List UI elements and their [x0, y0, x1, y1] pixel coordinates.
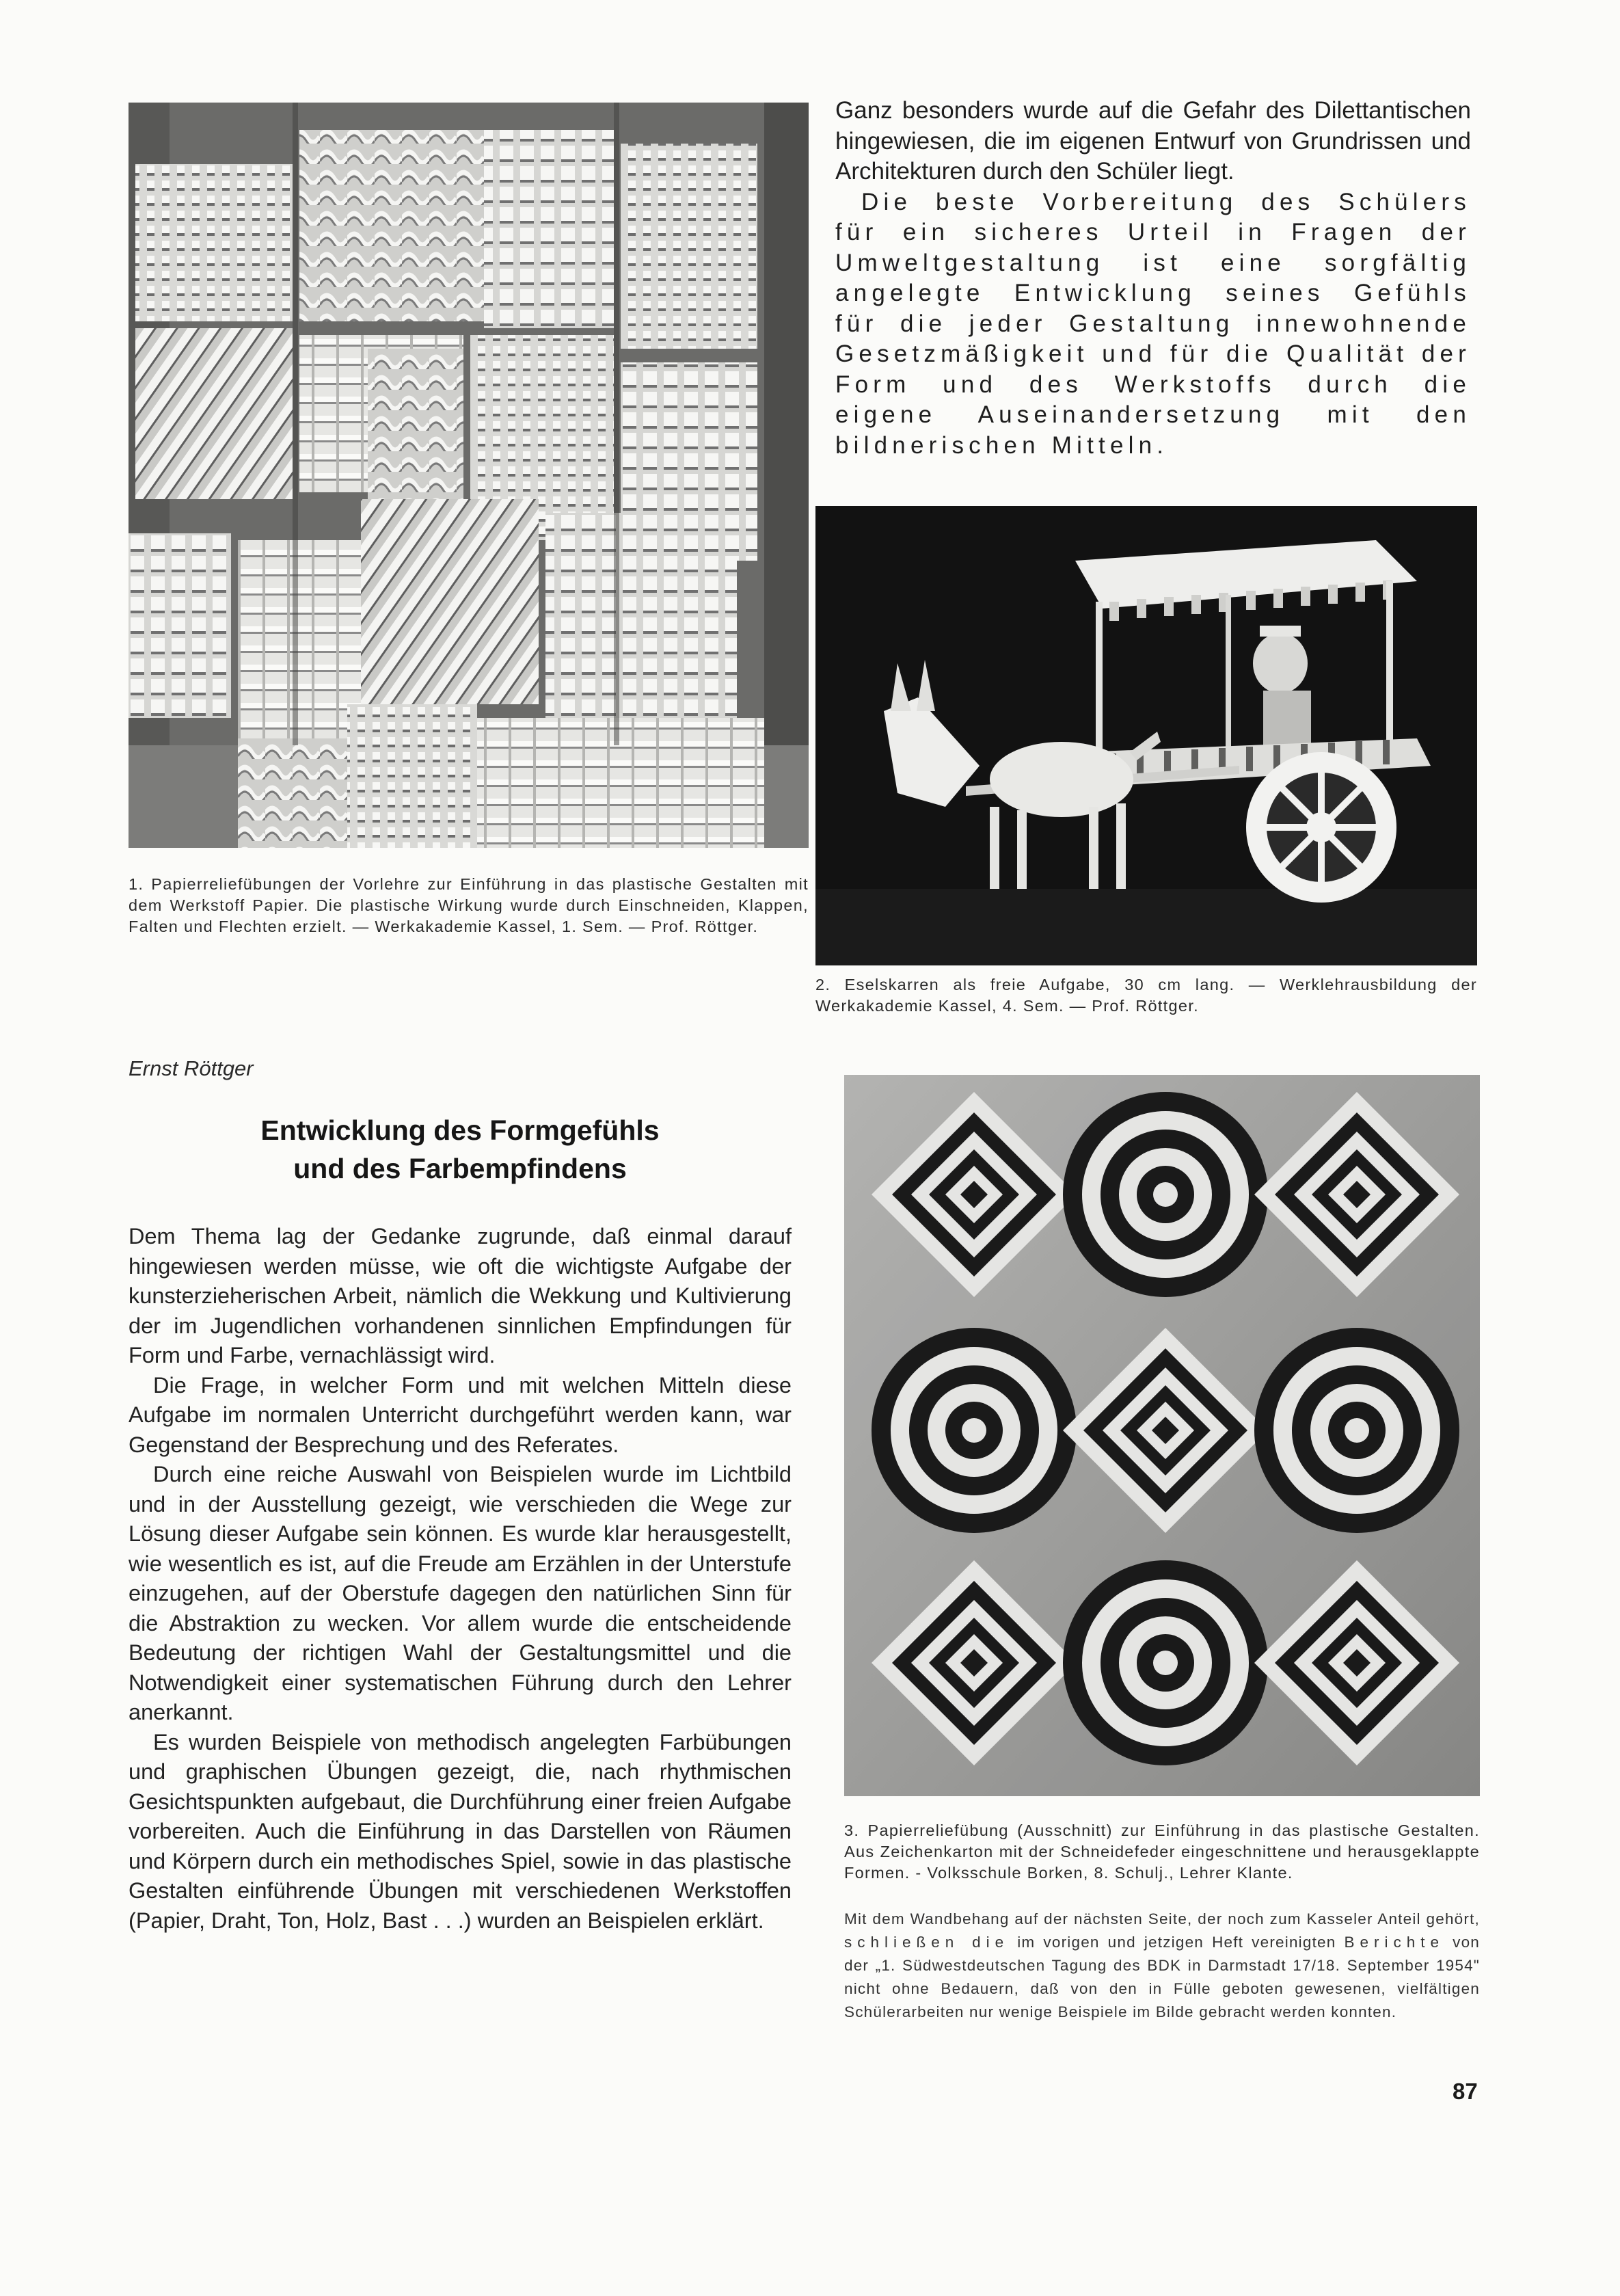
note-spaced-2: Berichte — [1344, 1934, 1445, 1951]
figure-1-paper-reliefs-photo — [129, 103, 809, 848]
article-paragraph-4: Es wurden Beispiele von methodisch angelegten Farbübungen und graphischen Übungen gezeigt, die, nach rhythmischen Gesichtspunkten aufgebaut, die Durchführung einer freien Aufgabe vorbereiten. Auch die Einführung in das Darstellen von Räumen und Körpern durch ein methodisches Spiel, sowie in das plastische Gestalten einführende Übungen mit verschiedenen Werkstoffen (Papier, Draht, Ton, Holz, Bast . . .) wurden an Beispielen erklärt. — [129, 1729, 792, 1933]
figure-1-caption — [129, 874, 809, 937]
article-title-line-2: und des Farbempfindens — [293, 1153, 627, 1184]
article-body — [129, 1222, 792, 1936]
intro-paragraph-2: Die beste Vorbereitung des Schülers für ein sicheres Urteil in Fragen der Umweltgestaltung ist eine sorgfältig angelegte Entwicklung seines Gefühls für die jeder Gestaltung innewohnende Gesetzmäßigkeit und für die Qualität der Form und des Werkstoffs durch die eigene Auseinandersetzung mit den bildnerischen Mitteln. — [835, 188, 1471, 459]
figure-2-caption-text: 2. Eselskarren als freie Aufgabe, 30 cm lang. — Werklehrausbildung der Werkakademie Kassel, 4. Sem. — Prof. Röttger. — [815, 976, 1477, 1015]
figure-2-caption — [815, 974, 1477, 1017]
intro-text-block — [835, 96, 1471, 461]
note-part-2: im vorigen und jetzigen Heft vereinigten — [1017, 1934, 1336, 1951]
article-title — [129, 1111, 792, 1188]
figure-3-caption — [844, 1820, 1480, 1884]
figure-3-paper-relief-cutouts-photo — [844, 1075, 1480, 1796]
intro-paragraph-1: Ganz besonders wurde auf die Gefahr des Dilettantischen hingewiesen, die im eigenen Entwurf von Grundrissen und Architekturen durch den Schüler liegt. — [835, 97, 1471, 185]
article-paragraph-1: Dem Thema lag der Gedanke zugrunde, daß einmal darauf hingewiesen werden müsse, wie oft die wichtigste Aufgabe der kunsterzieherischen Arbeit, nämlich die Wekkung und Kultivierung der im Jugendlichen vorhandenen sinnlichen Empfindungen für Form und Farbe, vernachlässigt wird. — [129, 1224, 792, 1367]
article-paragraph-2: Die Frage, in welcher Form und mit welchen Mitteln diese Aufgabe im normalen Unterricht durchgeführt werden kann, war Gegenstand der Besprechung und des Referates. — [129, 1372, 792, 1457]
figure-3-caption-text: 3. Papierreliefübung (Ausschnitt) zur Einführung in das plastische Gestalten. Aus Zeichenkarton mit der Schneidefeder eingeschnittene und herausgeklappte Formen. - Volksschule Borken, 8. Schulj., Lehrer Klante. — [844, 1821, 1480, 1882]
editorial-note-text — [844, 1908, 1480, 2024]
figure-1-caption-text: 1. Papierreliefübungen der Vorlehre zur Einführung in das plastische Gestalten mit dem Werkstoff Papier. Die plastische Wirkung wurde durch Einschneiden, Klappen, Falten und Flechten erzielt. — Werkakademie Kassel, 1. Sem. — Prof. Röttger. — [129, 875, 809, 935]
page-number: 87 — [1453, 2079, 1478, 2104]
article-title-line-1: Entwicklung des Formgefühls — [260, 1114, 660, 1146]
note-part-1: Mit dem Wandbehang auf der nächsten Seite, der noch zum Kasseler Anteil gehört, — [844, 1910, 1480, 1927]
note-part-3: von der „1. Südwestdeutschen Tagung des BDK in Darmstadt 17/18. September 1954" nicht ohne Bedauern, daß von den in Fülle geboten gewesenen, vielfältigen Schülerarbeiten nur wenige Beispiele im Bilde gebracht werden konnten. — [844, 1934, 1481, 2020]
note-spaced-1: schließen die — [844, 1934, 1010, 1951]
article-paragraph-3: Durch eine reiche Auswahl von Beispielen wurde im Lichtbild und in der Ausstellung gezeigt, wie verschieden die Wege zur Lösung dieser Aufgabe sein können. Es wurde klar herausgestellt, wie wesentlich es ist, auf die Freude am Erzählen in der Unterstufe einzugehen, auf der Oberstufe dagegen den natürlichen Sinn für die Abstraktion zu wecken. Vor allem wurde die entscheidende Bedeutung der richtigen Wahl der Gestaltungsmittel und die Notwendigkeit einer systematischen Führung durch den Lehrer anerkannt. — [129, 1462, 792, 1724]
editorial-note — [844, 1908, 1480, 2024]
article-author: Ernst Röttger — [129, 1056, 254, 1080]
figure-2-donkey-cart-photo — [815, 506, 1477, 965]
